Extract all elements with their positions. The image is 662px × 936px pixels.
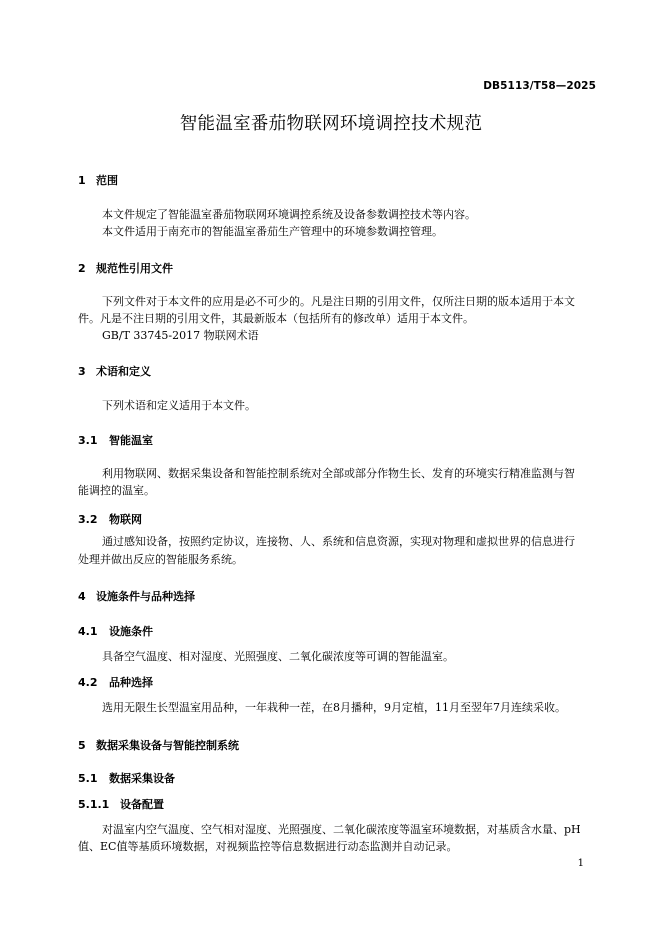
section-number: 4.1 (78, 625, 98, 638)
section-heading-1 (78, 172, 118, 188)
paragraph-scope-2: 本文件适用于南充市的智能温室番茄生产管理中的环境参数调控管理。 (102, 225, 443, 238)
paragraph-device-config-line-2: 值、EC值等基质环境数据，对视频监控等信息数据进行动态监测并自动记录。 (78, 840, 458, 853)
document-code: DB5113/T58—2025 (483, 80, 596, 92)
section-title: 物联网 (109, 513, 142, 526)
section-heading-3 (78, 363, 151, 379)
section-title: 品种选择 (109, 676, 153, 689)
reference-item: GB/T 33745-2017 物联网术语 (102, 329, 259, 342)
paragraph-terms: 下列术语和定义适用于本文件。 (102, 399, 256, 412)
section-heading-5 (78, 737, 239, 753)
section-number: 3.1 (78, 434, 98, 447)
paragraph-iot-line-1: 通过感知设备，按照约定协议，连接物、人、系统和信息资源，实现对物理和虚拟世界的信息进行 (102, 535, 575, 548)
section-heading-2 (78, 260, 173, 276)
section-heading-3-1 (78, 432, 153, 448)
paragraph-normative-line-2: 件。凡是不注日期的引用文件，其最新版本（包括所有的修改单）适用于本文件。 (78, 312, 474, 325)
section-title: 设施条件与品种选择 (96, 590, 195, 603)
section-number: 4.2 (78, 676, 98, 689)
section-heading-5-1-1 (78, 796, 164, 812)
paragraph-facility-conditions: 具备空气温度、相对湿度、光照强度、二氧化碳浓度等可调的智能温室。 (102, 650, 454, 663)
section-number: 3.2 (78, 513, 98, 526)
paragraph-scope-1: 本文件规定了智能温室番茄物联网环境调控系统及设备参数调控技术等内容。 (102, 208, 476, 221)
section-number: 5.1 (78, 772, 98, 785)
paragraph-smart-greenhouse-line-1: 利用物联网、数据采集设备和智能控制系统对全部或部分作物生长、发育的环境实行精准监测与智 (102, 467, 575, 480)
section-heading-3-2 (78, 511, 142, 527)
section-title: 设备配置 (120, 798, 164, 811)
paragraph-smart-greenhouse-line-2: 能调控的温室。 (78, 484, 155, 497)
section-heading-4-2 (78, 674, 153, 690)
section-number: 1 (78, 174, 86, 187)
section-number: 5.1.1 (78, 798, 110, 811)
section-title: 数据采集设备与智能控制系统 (96, 739, 239, 752)
section-number: 2 (78, 262, 86, 275)
section-title: 设施条件 (109, 625, 153, 638)
section-number: 4 (78, 590, 86, 603)
section-number: 3 (78, 365, 86, 378)
section-title: 术语和定义 (96, 365, 151, 378)
section-title: 数据采集设备 (109, 772, 175, 785)
section-title: 规范性引用文件 (96, 262, 173, 275)
section-title: 范围 (96, 174, 118, 187)
section-heading-4-1 (78, 623, 153, 639)
section-heading-4 (78, 588, 195, 604)
section-number: 5 (78, 739, 86, 752)
section-title: 智能温室 (109, 434, 153, 447)
document-title: 智能温室番茄物联网环境调控技术规范 (179, 114, 483, 134)
paragraph-device-config-line-1: 对温室内空气温度、空气相对湿度、光照强度、二氧化碳浓度等温室环境数据，对基质含水量、pH (102, 823, 581, 836)
paragraph-iot-line-2: 处理并做出反应的智能服务系统。 (78, 553, 243, 566)
paragraph-normative-line-1: 下列文件对于本文件的应用是必不可少的。凡是注日期的引用文件，仅所注日期的版本适用于本文 (102, 295, 575, 308)
section-heading-5-1 (78, 770, 175, 786)
page-number: 1 (577, 858, 584, 869)
paragraph-variety-selection: 选用无限生长型温室用品种，一年栽种一茬，在8月播种，9月定植，11月至翌年7月连续采收。 (102, 701, 566, 714)
